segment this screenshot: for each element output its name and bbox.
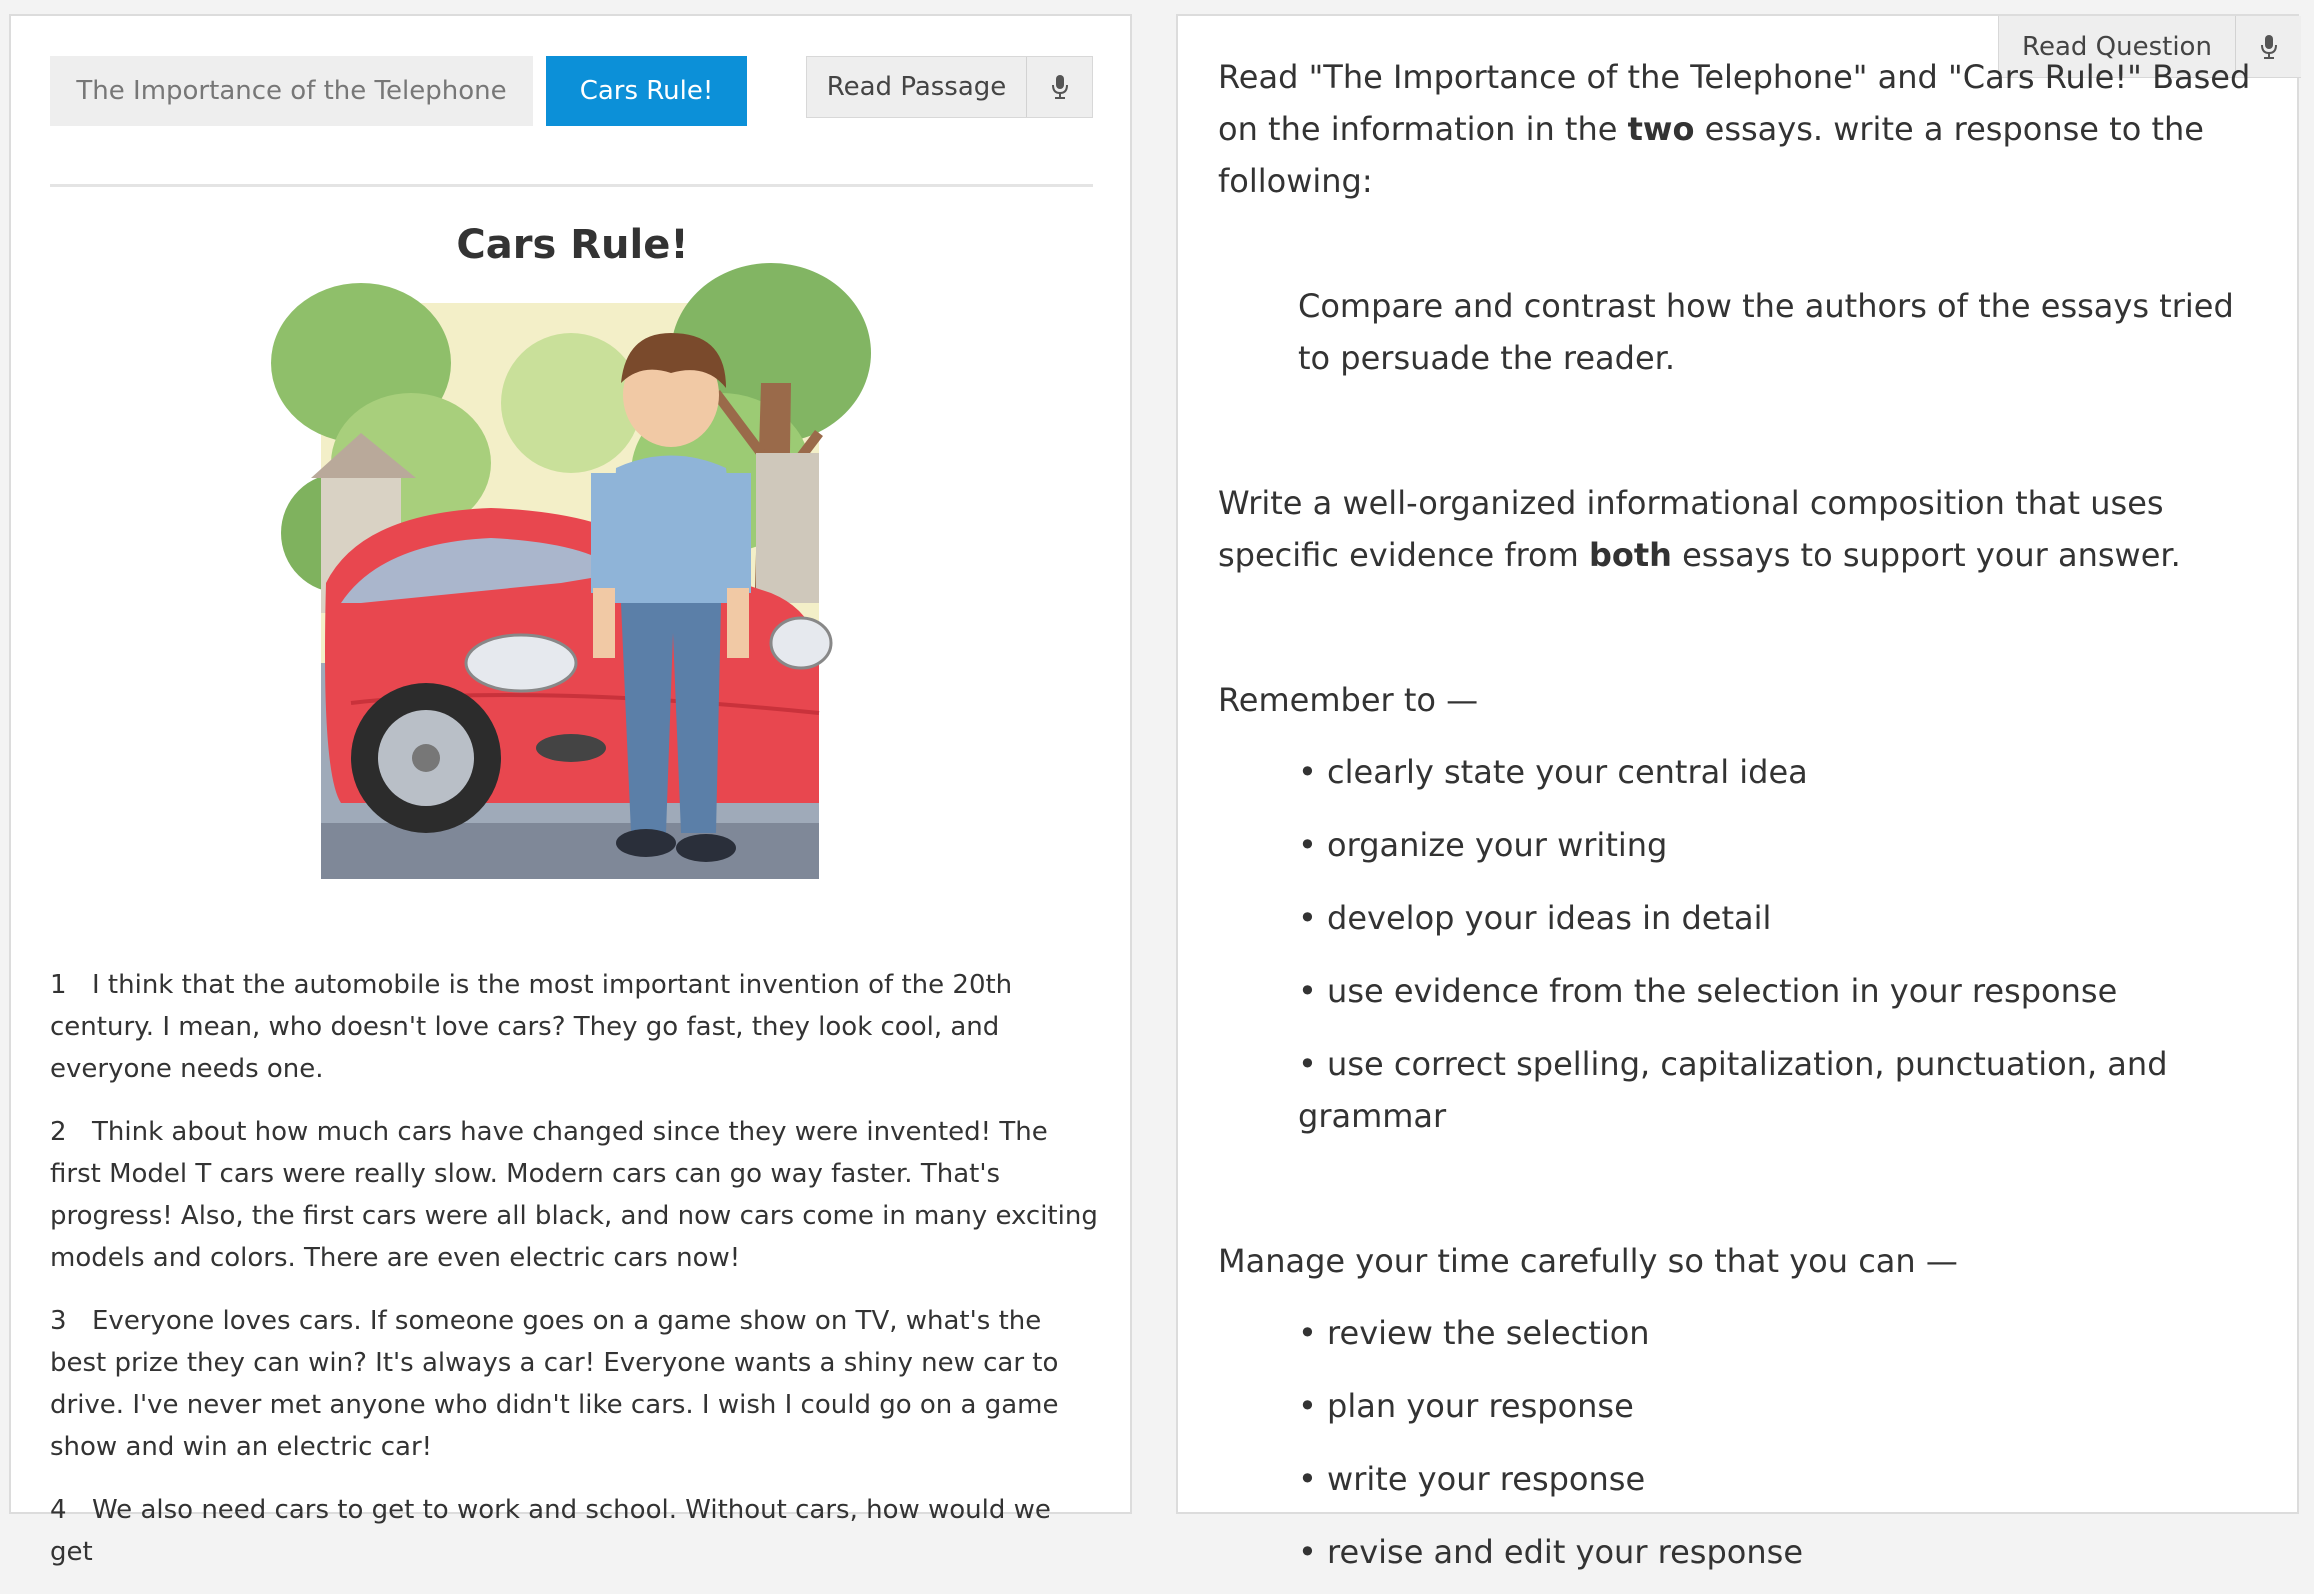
question-body — [1218, 51, 2268, 1578]
toolbar-divider — [50, 184, 1093, 187]
question-instruction — [1218, 477, 2268, 581]
manage-item: • plan your response — [1298, 1387, 1634, 1425]
remember-item: • develop your ideas in detail — [1298, 899, 1772, 937]
microphone-icon[interactable] — [1026, 57, 1092, 117]
paragraph-number: 1 — [50, 970, 67, 1000]
paragraph-1 — [50, 964, 1100, 1090]
boy-and-car-illustration — [321, 303, 819, 879]
paragraph-text: I think that the automobile is the most important invention of the 20th century. I mean, who doesn't love cars? They go fast, they look cool, and everyone needs one. — [50, 970, 1013, 1084]
instruction-text: Write a well-organized informational composition that uses specific evidence from — [1218, 484, 2164, 574]
paragraph-number: 2 — [50, 1117, 67, 1147]
manage-item: • review the selection — [1298, 1314, 1650, 1352]
read-passage-label: Read Passage — [826, 72, 1007, 102]
passage-body — [50, 964, 1100, 1594]
intro-text-end: essays. write a response to the following: — [1218, 110, 2204, 200]
remember-item: • use evidence from the selection in your response — [1298, 972, 2118, 1010]
instruction-emphasis: both — [1588, 536, 1672, 574]
intro-text: Read "The Importance of the Telephone" and "Cars Rule!" Based on the information in the — [1218, 58, 2251, 148]
instruction-text-end: essays to support your answer. — [1671, 536, 2181, 574]
paragraph-2 — [50, 1111, 1100, 1279]
passage-title: Cars Rule! — [456, 222, 689, 268]
tab-cars-rule[interactable]: Cars Rule! — [546, 56, 747, 126]
question-panel — [1176, 14, 2299, 1571]
remember-item: • organize your writing — [1298, 826, 1668, 864]
passage-panel — [9, 14, 1132, 1567]
paragraph-text: We also need cars to get to work and school. Without cars, how would we get — [50, 1495, 1051, 1567]
paragraph-4 — [50, 1489, 1100, 1573]
manage-item: • revise and edit your response — [1298, 1533, 1803, 1571]
paragraph-text: Think about how much cars have changed since they were invented! The first Model T cars were really slow. Modern cars can go way faster. That's progress! Also, the first cars were all black, and now cars come in many exciting models and colors. There are even electric cars now! — [50, 1117, 1098, 1273]
question-prompt: Compare and contrast how the authors of the essays tried to persuade the reader. — [1298, 287, 2234, 377]
tab-telephone-essay[interactable]: The Importance of the Telephone — [50, 56, 533, 126]
remember-heading: Remember to — — [1218, 681, 1479, 719]
paragraph-number: 3 — [50, 1306, 67, 1336]
paragraph-number: 4 — [50, 1495, 67, 1525]
question-intro — [1218, 51, 2268, 207]
paragraph-text: Everyone loves cars. If someone goes on a game show on TV, what's the best prize they can win? It's always a car! Everyone wants a shiny new car to drive. I've never met anyone who didn't like cars. I wish I could go on a game show and win an electric car! — [50, 1306, 1059, 1462]
manage-item: • write your response — [1298, 1460, 1646, 1498]
read-passage-button[interactable] — [806, 56, 1093, 118]
read-question-label: Read Question — [2022, 31, 2212, 62]
intro-emphasis: two — [1627, 110, 1695, 148]
remember-item: • use correct spelling, capitalization, punctuation, and grammar — [1298, 1045, 2168, 1135]
paragraph-3 — [50, 1300, 1100, 1468]
manage-heading: Manage your time carefully so that you can — — [1218, 1242, 1958, 1280]
remember-item: • clearly state your central idea — [1298, 753, 1808, 791]
